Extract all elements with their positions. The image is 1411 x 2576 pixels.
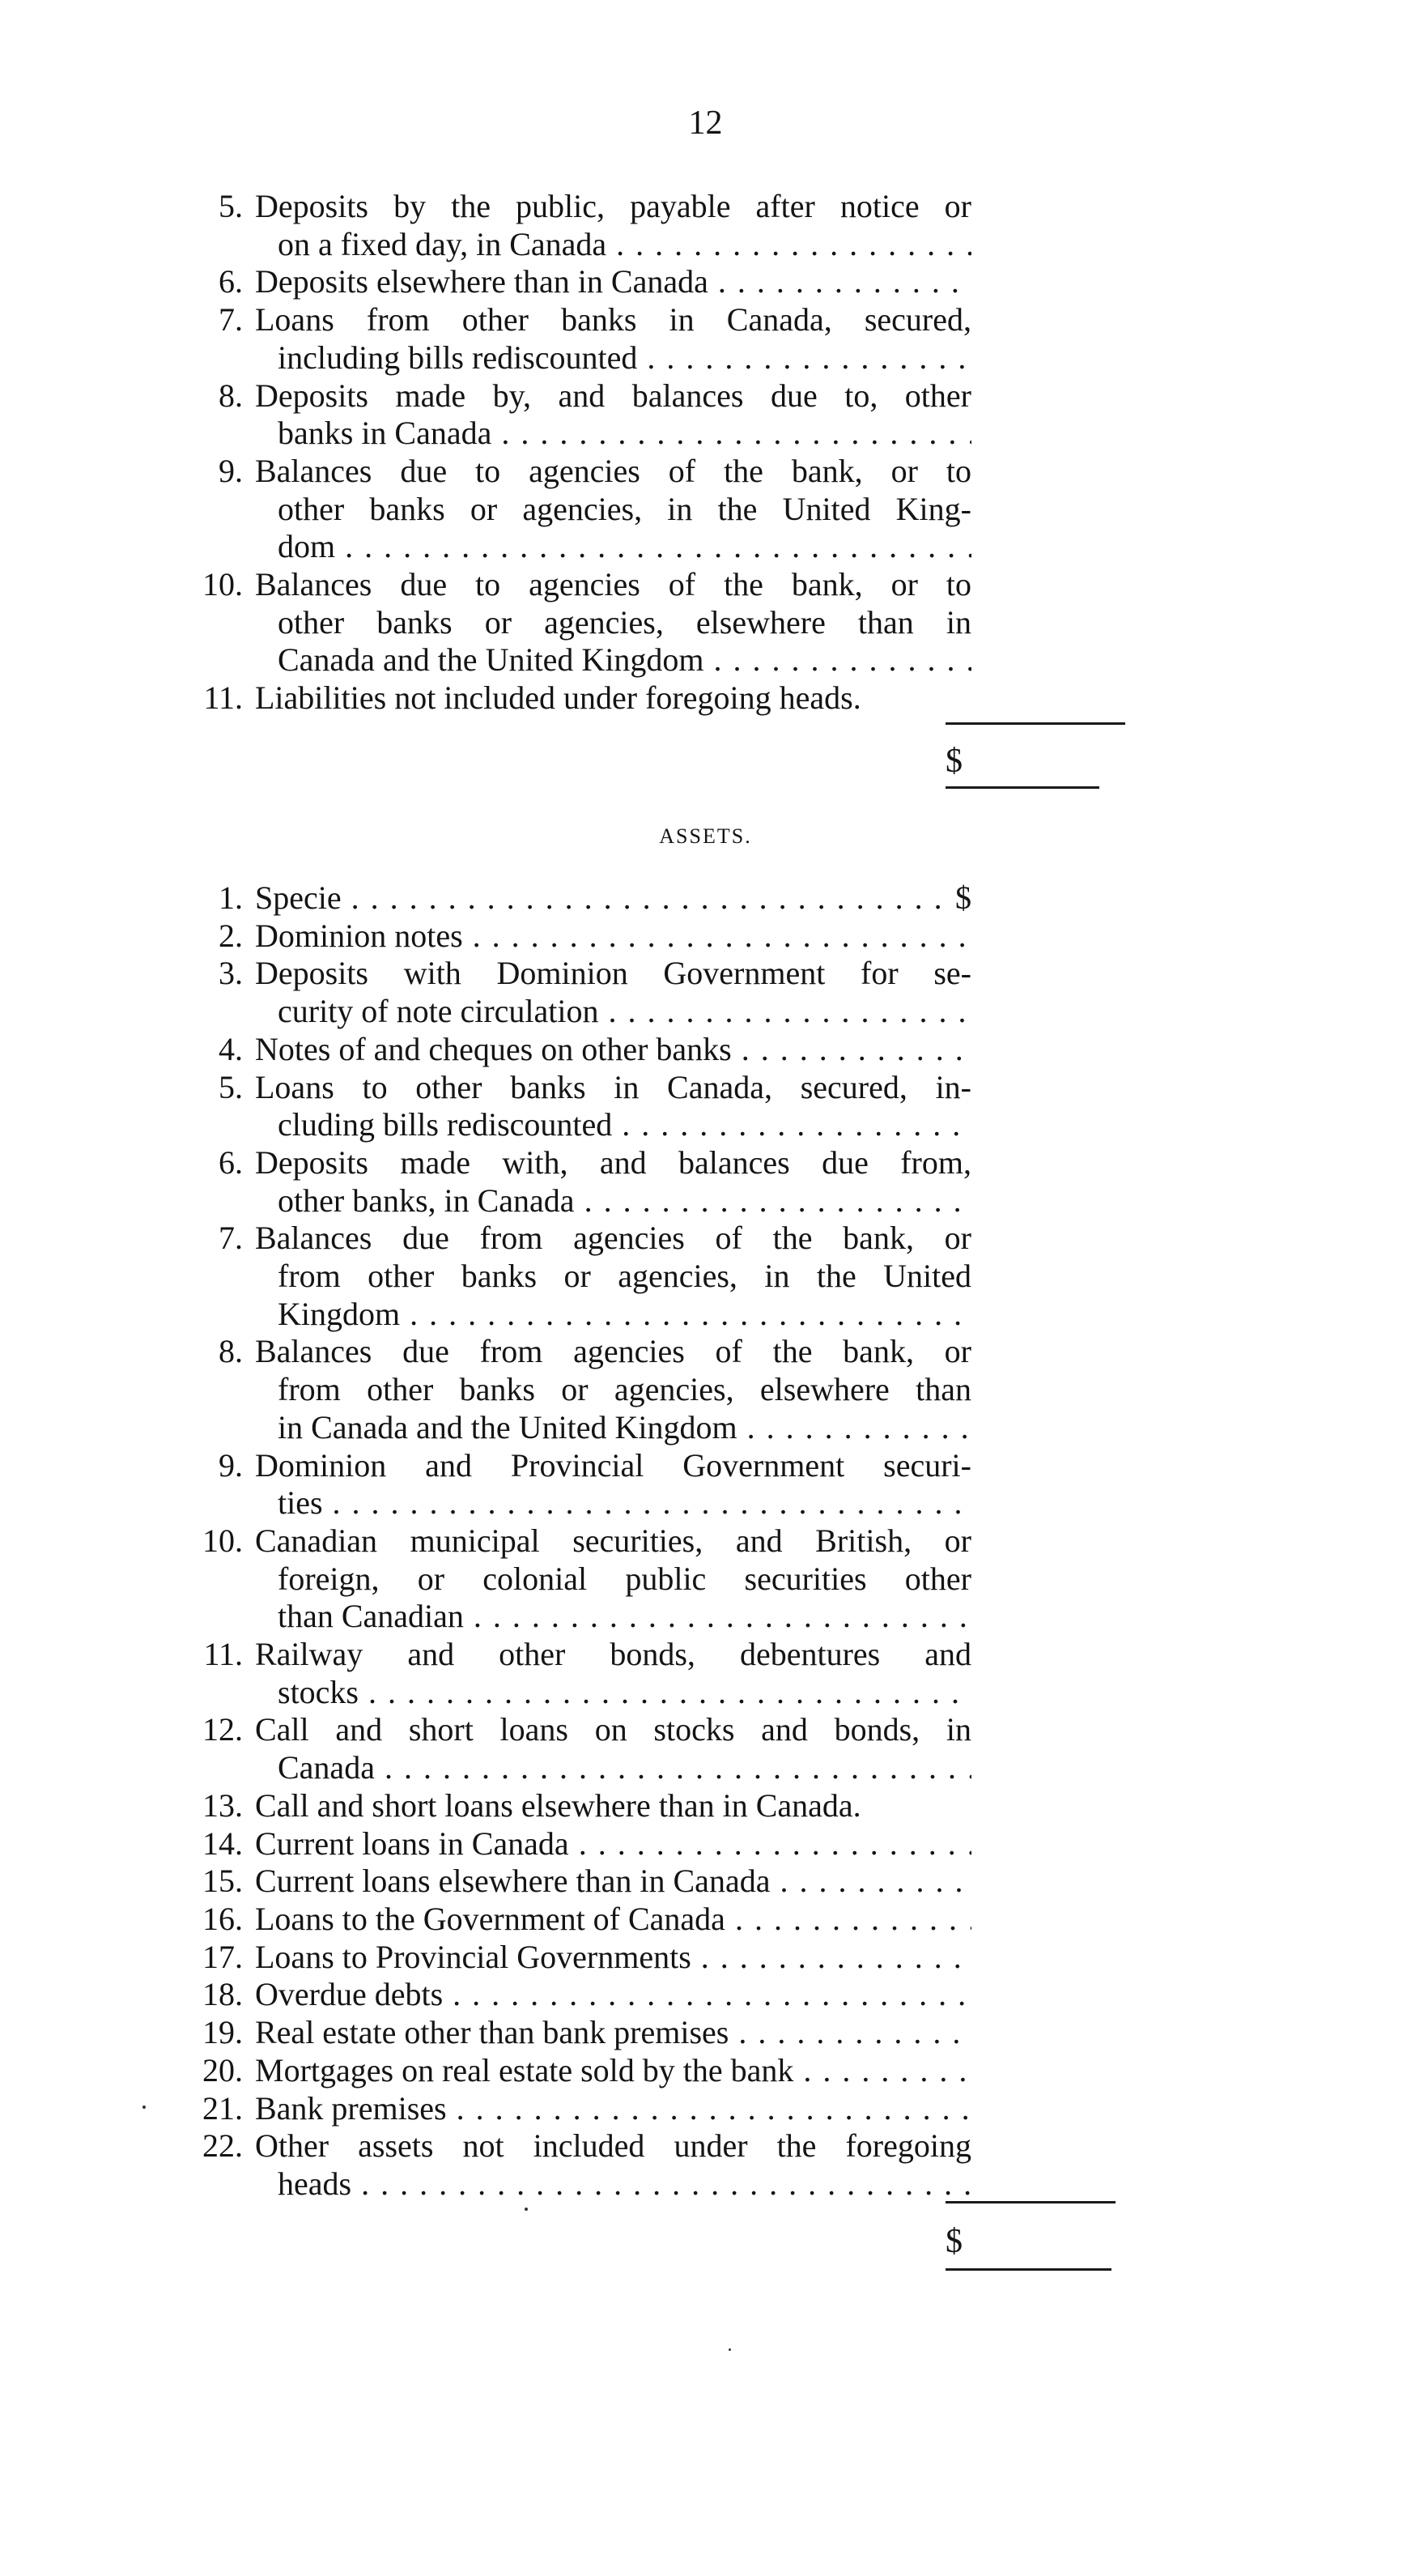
- item-text-line: [255, 2014, 971, 2052]
- total-rule-bottom: [946, 786, 1099, 789]
- ink-speck: [525, 2208, 528, 2211]
- item-text: from other banks or agencies, in the United: [278, 1258, 971, 1295]
- item-text-line: [255, 2165, 971, 2203]
- list-item: [162, 1939, 971, 1977]
- item-number: 17.: [202, 1938, 243, 1975]
- item-text: Current loans elsewhere than in Canada: [255, 1863, 771, 1900]
- item-text-line: [255, 1522, 971, 1561]
- list-item: [162, 1069, 971, 1144]
- item-text-line: [255, 377, 971, 415]
- item-text-line: [255, 1258, 971, 1296]
- item-text-line: [255, 301, 971, 339]
- item-number: 18.: [202, 1976, 243, 2013]
- assets-heading: ASSETS.: [659, 824, 752, 848]
- item-text: Other assets not included under the foregoing: [255, 2127, 971, 2165]
- total-rule-bottom: [946, 2268, 1111, 2271]
- item-text: heads: [278, 2165, 352, 2202]
- ink-speck: [729, 2348, 731, 2351]
- list-item: [162, 2127, 971, 2203]
- item-text-line: [255, 1825, 971, 1863]
- item-text-line: [255, 879, 971, 918]
- ink-speck: [142, 2106, 146, 2109]
- item-text: Balances due to agencies of the bank, or to: [255, 566, 971, 603]
- item-text: than Canadian: [278, 1598, 464, 1635]
- item-text: banks in Canada: [278, 415, 492, 452]
- item-text: Bank premises: [255, 2089, 447, 2127]
- item-text-line: [255, 188, 971, 226]
- item-text: Balances due to agencies of the bank, or to: [255, 452, 971, 489]
- item-text-line: [255, 2090, 971, 2128]
- total-rule-top: [946, 2201, 1116, 2203]
- item-number: 13.: [202, 1786, 243, 1824]
- item-text-line: [255, 1901, 971, 1939]
- item-number: 8.: [219, 377, 243, 414]
- list-item: [162, 1711, 971, 1786]
- item-text-line: [255, 1182, 971, 1220]
- list-item: [162, 2090, 971, 2128]
- item-text-line: [255, 2052, 971, 2090]
- assets-list: [162, 879, 971, 2203]
- item-number: 2.: [219, 917, 243, 954]
- item-text-line: [255, 1409, 971, 1447]
- item-number: 9.: [219, 1446, 243, 1484]
- item-text: Deposits made by, and balances due to, other: [255, 377, 971, 414]
- list-item: [162, 1901, 971, 1939]
- item-text: Deposits by the public, payable after notice or: [255, 188, 971, 224]
- liabilities-total-dollar: $: [946, 743, 963, 780]
- list-item: [162, 1863, 971, 1901]
- item-text-line: [255, 1939, 971, 1977]
- item-text: Dominion notes: [255, 917, 463, 954]
- item-text-line: [255, 1598, 971, 1636]
- item-text-line: [255, 491, 971, 529]
- item-number: 11.: [203, 1636, 243, 1673]
- list-item: [162, 1333, 971, 1446]
- item-text-line: [255, 415, 971, 453]
- item-text-line: [255, 453, 971, 491]
- item-text: ties: [278, 1484, 323, 1522]
- list-item: [162, 879, 971, 918]
- item-text: Specie: [255, 879, 342, 916]
- item-text: Real estate other than bank premises: [255, 2014, 729, 2051]
- item-number: 10.: [202, 1522, 243, 1559]
- item-text-line: [255, 1333, 971, 1371]
- item-text: Call and short loans elsewhere than in Canada.: [255, 1786, 861, 1824]
- item-number: 3.: [219, 955, 243, 992]
- item-text: foreign, or colonial public securities other: [278, 1560, 971, 1597]
- item-text: dom: [278, 528, 336, 565]
- item-text-line: [255, 604, 971, 642]
- assets-total-block: [946, 2201, 1124, 2271]
- item-text: Loans from other banks in Canada, secured,: [255, 301, 971, 338]
- item-text: Railway and other bonds, debentures and: [255, 1636, 971, 1673]
- item-text-line: [255, 1711, 971, 1749]
- list-item: [162, 1787, 971, 1825]
- item-text-line: [255, 1976, 971, 2014]
- item-text-line: [255, 1447, 971, 1485]
- list-item: [162, 263, 971, 301]
- item-text-line: [255, 1296, 971, 1334]
- list-item: [162, 566, 971, 679]
- item-number: 5.: [219, 188, 243, 224]
- item-text-line: [255, 1787, 971, 1825]
- item-text: cluding bills rediscounted: [278, 1106, 613, 1143]
- item-text: Deposits made with, and balances due from,: [255, 1143, 971, 1181]
- item-number: 4.: [219, 1030, 243, 1067]
- dot-leader: [342, 879, 971, 916]
- list-item: [162, 2014, 971, 2052]
- item-text-line: [255, 993, 971, 1031]
- item-number: 21.: [202, 2089, 243, 2127]
- item-text: Canada: [278, 1749, 375, 1786]
- item-number: 9.: [219, 452, 243, 489]
- item-text: stocks: [278, 1673, 359, 1710]
- item-text: other banks, in Canada: [278, 1182, 575, 1219]
- list-item: [162, 1522, 971, 1636]
- list-item: [162, 377, 971, 453]
- item-text-line: [255, 679, 971, 717]
- assets-total-dollar: $: [946, 2223, 963, 2260]
- item-text-line: [255, 1220, 971, 1258]
- item-number: 8.: [219, 1333, 243, 1370]
- item-text-line: [255, 1561, 971, 1599]
- item-text: Deposits elsewhere than in Canada: [255, 263, 708, 300]
- page-number: 12: [688, 104, 723, 142]
- item-number: 11.: [203, 679, 243, 717]
- item-text-line: [255, 339, 971, 377]
- item-text: Current loans in Canada: [255, 1824, 569, 1862]
- list-item: [162, 1447, 971, 1522]
- item-number: 20.: [202, 2051, 243, 2088]
- item-text: Balances due from agencies of the bank, or: [255, 1220, 971, 1257]
- item-text: Overdue debts: [255, 1976, 444, 2013]
- item-number: 15.: [202, 1863, 243, 1900]
- item-text-line: [255, 2127, 971, 2165]
- item-text-line: [255, 263, 971, 301]
- list-item: [162, 1825, 971, 1863]
- list-item: [162, 1031, 971, 1069]
- list-item: [162, 1636, 971, 1711]
- item-number: 6.: [219, 1143, 243, 1181]
- item-text: Notes of and cheques on other banks: [255, 1030, 732, 1067]
- item-text-line: [255, 1636, 971, 1674]
- item-number: 7.: [219, 301, 243, 338]
- item-text: including bills rediscounted: [278, 338, 638, 376]
- item-number: 7.: [219, 1220, 243, 1257]
- list-item: [162, 955, 971, 1030]
- item-text-line: [255, 1106, 971, 1144]
- item-text: Loans to Provincial Governments: [255, 1938, 691, 1975]
- item-text: Mortgages on real estate sold by the bank: [255, 2051, 794, 2088]
- item-text: Loans to other banks in Canada, secured, in-: [255, 1068, 971, 1105]
- item-text-line: [255, 1863, 971, 1901]
- item-text-line: [255, 918, 971, 956]
- list-item: [162, 1144, 971, 1220]
- item-text-line: [255, 566, 971, 604]
- item-number: 16.: [202, 1900, 243, 1937]
- item-text-line: [255, 1144, 971, 1182]
- item-text-line: [255, 226, 971, 264]
- item-number: 22.: [202, 2127, 243, 2165]
- list-item: [162, 453, 971, 566]
- item-number: 1.: [219, 879, 243, 916]
- item-number: 6.: [219, 263, 243, 300]
- item-text: from other banks or agencies, elsewhere than: [278, 1371, 971, 1408]
- item-text: Dominion and Provincial Government securi-: [255, 1446, 971, 1484]
- item-text-line: [255, 1069, 971, 1107]
- item-text: Canada and the United Kingdom: [278, 641, 704, 679]
- item-text-line: [255, 641, 971, 679]
- liabilities-list: [162, 188, 971, 717]
- list-item: [162, 679, 971, 717]
- item-text-line: [255, 528, 971, 566]
- item-text: Loans to the Government of Canada: [255, 1900, 725, 1937]
- item-text: in Canada and the United Kingdom: [278, 1408, 737, 1446]
- item-text: curity of note circulation: [278, 993, 599, 1030]
- item-text: Balances due from agencies of the bank, or: [255, 1333, 971, 1370]
- item-number: 12.: [202, 1711, 243, 1748]
- list-item: [162, 301, 971, 377]
- list-item: [162, 1976, 971, 2014]
- item-number: 14.: [202, 1824, 243, 1862]
- item-number: 5.: [219, 1068, 243, 1105]
- total-rule-top: [946, 722, 1125, 725]
- item-text: Kingdom: [278, 1295, 401, 1332]
- item-text: Call and short loans on stocks and bonds, in: [255, 1711, 971, 1748]
- item-number: 19.: [202, 2014, 243, 2051]
- list-item: [162, 918, 971, 956]
- item-text: Liabilities not included under foregoing heads.: [255, 679, 861, 717]
- item-text: on a fixed day, in Canada: [278, 225, 607, 262]
- item-text-line: [255, 1749, 971, 1787]
- item-number: 10.: [202, 566, 243, 603]
- item-text-line: [255, 1484, 971, 1522]
- item-text-line: [255, 1371, 971, 1409]
- list-item: [162, 2052, 971, 2090]
- dollar-sign: $: [955, 879, 971, 916]
- liabilities-total-block: [946, 722, 1124, 789]
- item-text: Canadian municipal securities, and British, or: [255, 1522, 971, 1559]
- item-text: other banks or agencies, elsewhere than in: [278, 603, 971, 641]
- item-text: Deposits with Dominion Government for se-: [255, 955, 971, 992]
- item-text: other banks or agencies, in the United King-: [278, 490, 971, 527]
- list-item: [162, 1220, 971, 1333]
- item-text-line: [255, 955, 971, 993]
- item-text-line: [255, 1674, 971, 1712]
- list-item: [162, 188, 971, 263]
- item-text-line: [255, 1031, 971, 1069]
